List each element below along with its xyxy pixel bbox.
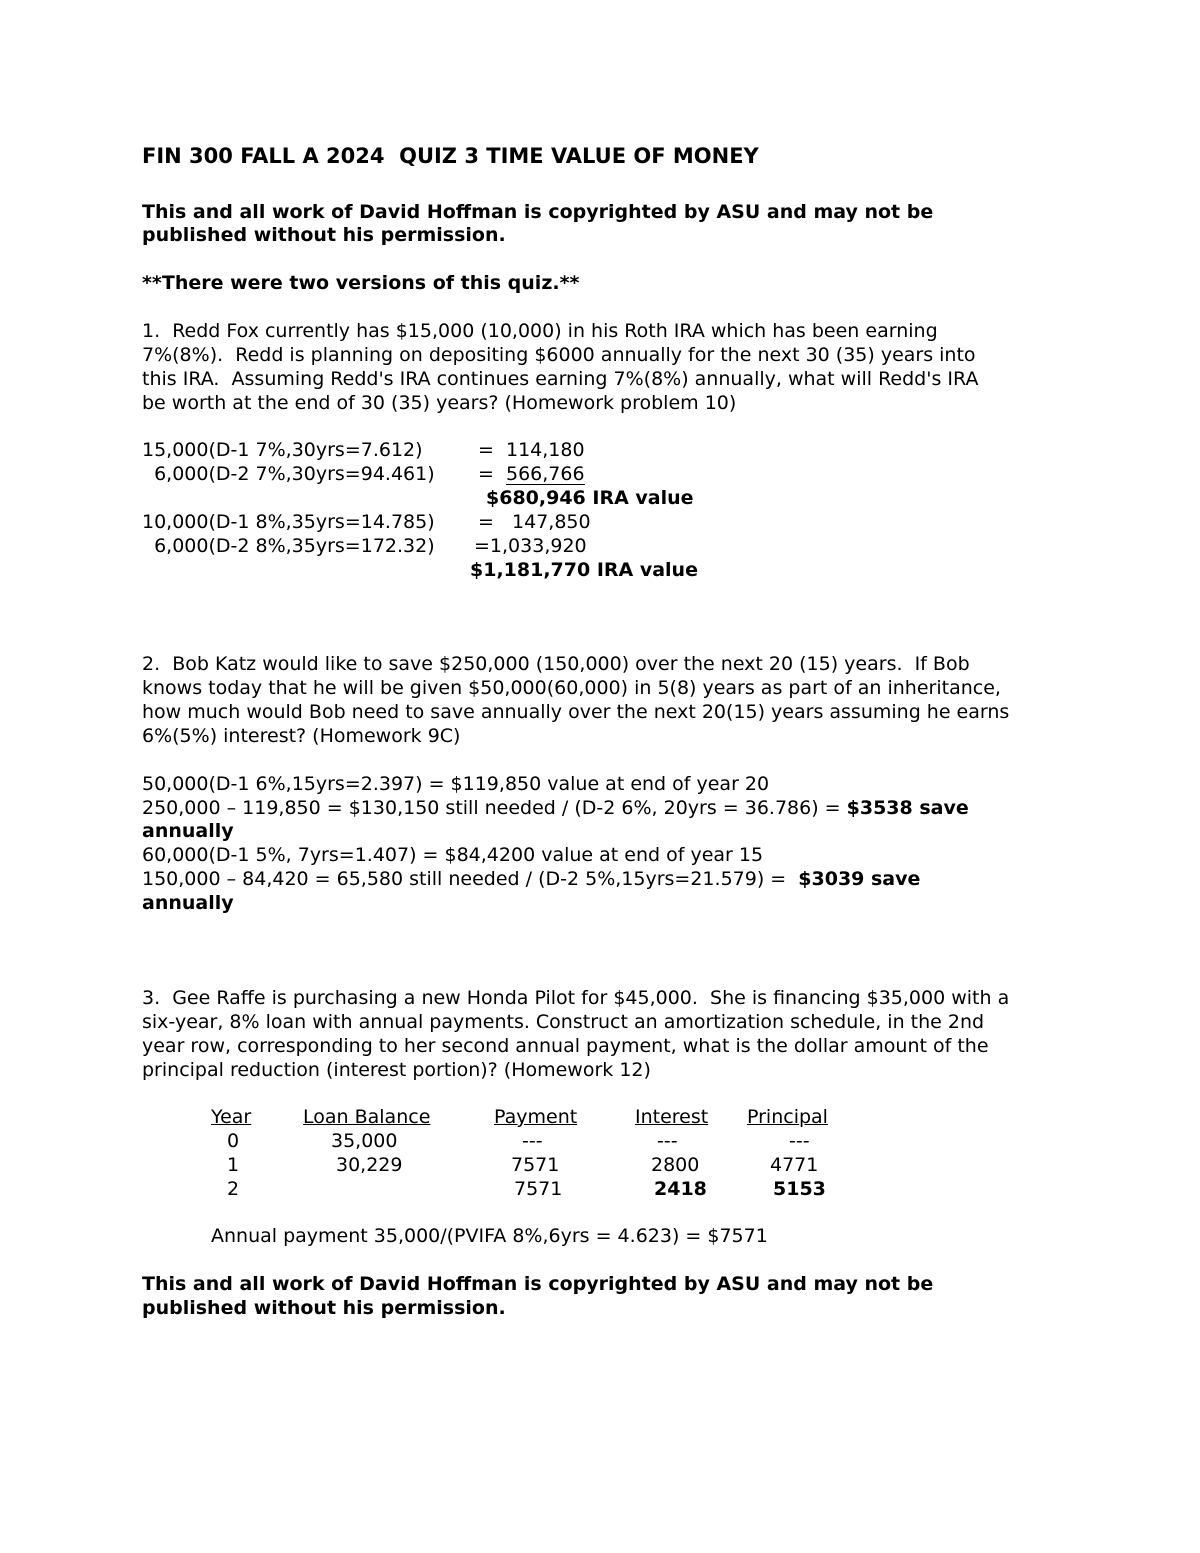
q2-calc-cont: annually xyxy=(142,892,234,914)
q1-calc-value: =1,033,920 xyxy=(474,535,587,557)
table-header: Year xyxy=(211,1106,252,1128)
q2-calc: 150,000 – 84,420 = 65,580 still needed / (D-2 5%,15yrs=21.579) = $3039 save xyxy=(142,868,921,890)
copyright-line-2: published without his permission. xyxy=(142,1297,506,1319)
q3-line: year row, corresponding to her second annual payment, what is the dollar amount of the xyxy=(142,1035,989,1057)
table-cell: 4771 xyxy=(770,1154,819,1176)
table-cell-answer: 5153 xyxy=(773,1178,826,1200)
q2-line: how much would Bob need to save annually over the next 20(15) years assuming he earns xyxy=(142,701,1010,723)
q2-answer-b: $3039 save xyxy=(798,868,921,890)
table-header: Loan Balance xyxy=(303,1106,431,1128)
underlined-value: 566,766 xyxy=(506,463,585,485)
table-cell: 2 xyxy=(227,1178,240,1200)
table-header: Interest xyxy=(635,1106,709,1128)
annual-payment-note: Annual payment 35,000/(PVIFA 8%,6yrs = 4.623) = $7571 xyxy=(211,1225,768,1247)
q3-line: six-year, 8% loan with annual payments. Construct an amortization schedule, in the 2nd xyxy=(142,1011,985,1033)
q1-line: 7%(8%). Redd is planning on depositing $6000 annually for the next 30 (35) years into xyxy=(142,344,976,366)
q2-line: 6%(5%) interest? (Homework 9C) xyxy=(142,725,461,747)
q3-line: 3. Gee Raffe is purchasing a new Honda Pilot for $45,000. She is financing $35,000 with a xyxy=(142,987,1010,1009)
q2-calc-cont: annually xyxy=(142,820,234,842)
table-cell: 2800 xyxy=(651,1154,700,1176)
table-header: Principal xyxy=(747,1106,828,1128)
copyright-line-2: published without his permission. xyxy=(142,224,506,246)
table-cell: --- xyxy=(657,1130,678,1152)
table-cell: --- xyxy=(522,1130,543,1152)
q1-total: $680,946 IRA value xyxy=(486,487,694,509)
page-title: FIN 300 FALL A 2024 QUIZ 3 TIME VALUE OF MONEY xyxy=(142,144,759,168)
q2-line: 2. Bob Katz would like to save $250,000 (150,000) over the next 20 (15) years. If Bob xyxy=(142,653,970,675)
table-cell: 30,229 xyxy=(336,1154,403,1176)
table-cell: 35,000 xyxy=(331,1130,398,1152)
table-cell: 7571 xyxy=(514,1178,563,1200)
table-cell-answer: 2418 xyxy=(654,1178,707,1200)
q1-line: be worth at the end of 30 (35) years? (Homework problem 10) xyxy=(142,392,737,414)
q2-calc: 250,000 – 119,850 = $130,150 still needed / (D-2 6%, 20yrs = 36.786) = $3538 save xyxy=(142,797,969,819)
table-cell: 0 xyxy=(227,1130,240,1152)
q1-line: this IRA. Assuming Redd's IRA continues earning 7%(8%) annually, what will Redd's IRA xyxy=(142,368,979,390)
table-cell: --- xyxy=(789,1130,810,1152)
q2-answer-a: $3538 save xyxy=(846,797,969,819)
q2-calc: 60,000(D-1 5%, 7yrs=1.407) = $84,4200 value at end of year 15 xyxy=(142,844,764,866)
copyright-line-1: This and all work of David Hoffman is copyrighted by ASU and may not be xyxy=(142,1273,934,1295)
q1-calc-value: = 566,766 xyxy=(478,463,585,485)
q1-calc-label: 6,000(D-2 8%,35yrs=172.32) xyxy=(142,535,435,557)
copyright-line-1: This and all work of David Hoffman is copyrighted by ASU and may not be xyxy=(142,201,934,223)
q1-calc-label: 6,000(D-2 7%,30yrs=94.461) xyxy=(142,463,435,485)
q1-calc-value: = 147,850 xyxy=(478,511,591,533)
q1-calc-value: = 114,180 xyxy=(478,439,585,461)
versions-note: **There were two versions of this quiz.** xyxy=(142,272,580,294)
q1-calc-label: 10,000(D-1 8%,35yrs=14.785) xyxy=(142,511,435,533)
table-header: Payment xyxy=(494,1106,578,1128)
q1-calc-label: 15,000(D-1 7%,30yrs=7.612) xyxy=(142,439,423,461)
q1-line: 1. Redd Fox currently has $15,000 (10,000) in his Roth IRA which has been earning xyxy=(142,320,938,342)
q2-calc: 50,000(D-1 6%,15yrs=2.397) = $119,850 value at end of year 20 xyxy=(142,773,770,795)
q1-total: $1,181,770 IRA value xyxy=(470,559,698,581)
q2-line: knows today that he will be given $50,000(60,000) in 5(8) years as part of an inheritance, xyxy=(142,677,1001,699)
table-cell: 7571 xyxy=(511,1154,560,1176)
table-cell: 1 xyxy=(227,1154,240,1176)
q3-line: principal reduction (interest portion)? (Homework 12) xyxy=(142,1059,651,1081)
